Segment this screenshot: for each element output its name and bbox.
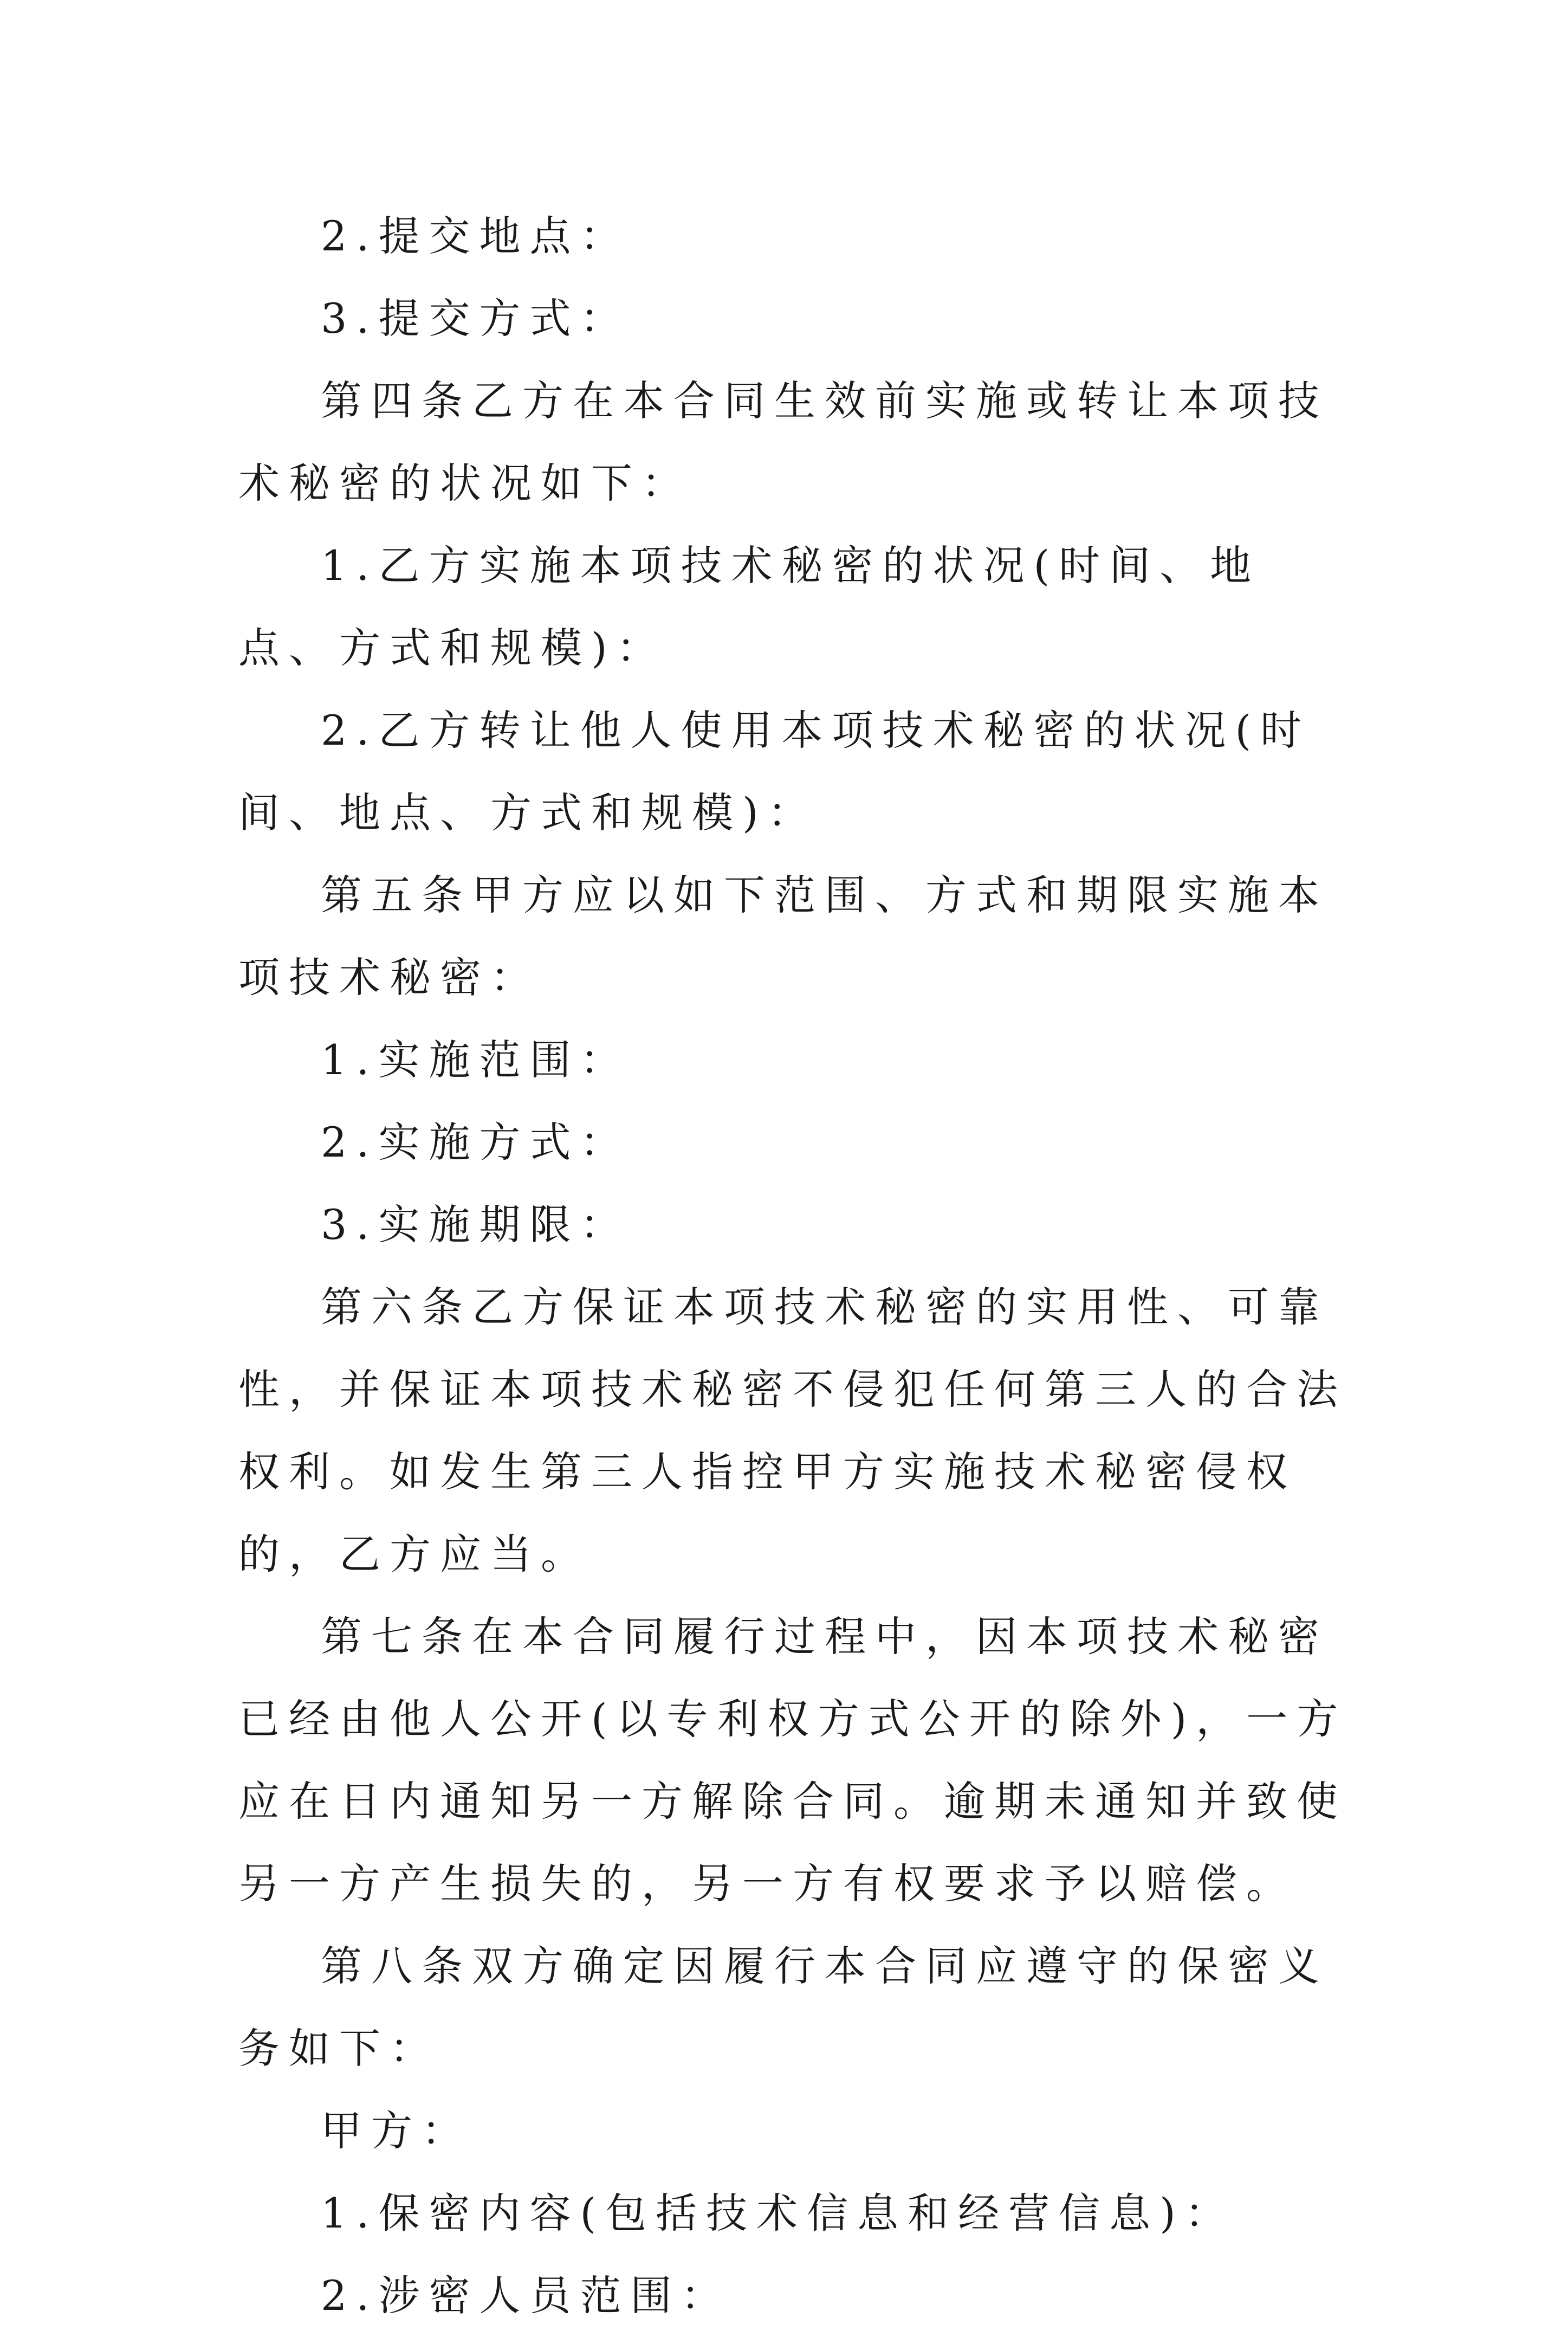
paragraph-party-a: 甲方： — [321, 2107, 472, 2155]
paragraph-article-5-item-3: 3.实施期限： — [321, 1200, 631, 1249]
paragraph-article-5-item-1: 1.实施范围： — [321, 1036, 631, 1084]
paragraph-party-a-item-2: 2.涉密人员范围： — [321, 2271, 731, 2320]
paragraph-article-8: 第八条双方确定因履行本合同应遵守的保密义务如下： — [238, 1942, 1329, 2073]
paragraph-article-4: 第四条乙方在本合同生效前实施或转让本项技术秘密的状况如下： — [238, 377, 1329, 507]
paragraph-article-4-item-1: 1.乙方实施本项技术秘密的状况(时间、地点、方式和规模)： — [238, 541, 1261, 672]
paragraph-article-5: 第五条甲方应以如下范围、方式和期限实施本项技术秘密： — [238, 871, 1329, 1002]
paragraph-article-6: 第六条乙方保证本项技术秘密的实用性、可靠性，并保证本项技术秘密不侵犯任何第三人的合法权利。如发生第三人指控甲方实施技术秘密侵权的，乙方应当。 — [238, 1283, 1347, 1578]
paragraph-party-a-item-1: 1.保密内容(包括技术信息和经营信息)： — [321, 2189, 1235, 2237]
document-body — [238, 195, 1355, 2337]
paragraph-article-4-item-2: 2.乙方转让他人使用本项技术秘密的状况(时间、地点、方式和规模)： — [238, 706, 1311, 837]
paragraph-article-7: 第七条在本合同履行过程中，因本项技术秘密已经由他人公开(以专利权方式公开的除外)，一方应在日内通知另一方解除合同。逾期未通知并致使另一方产生损失的，另一方有权要求予以赔偿。 — [238, 1612, 1347, 1908]
paragraph-submission-method: 3.提交方式： — [321, 294, 631, 343]
paragraph-article-5-item-2: 2.实施方式： — [321, 1118, 631, 1166]
paragraph-submission-place: 2.提交地点： — [321, 212, 631, 260]
